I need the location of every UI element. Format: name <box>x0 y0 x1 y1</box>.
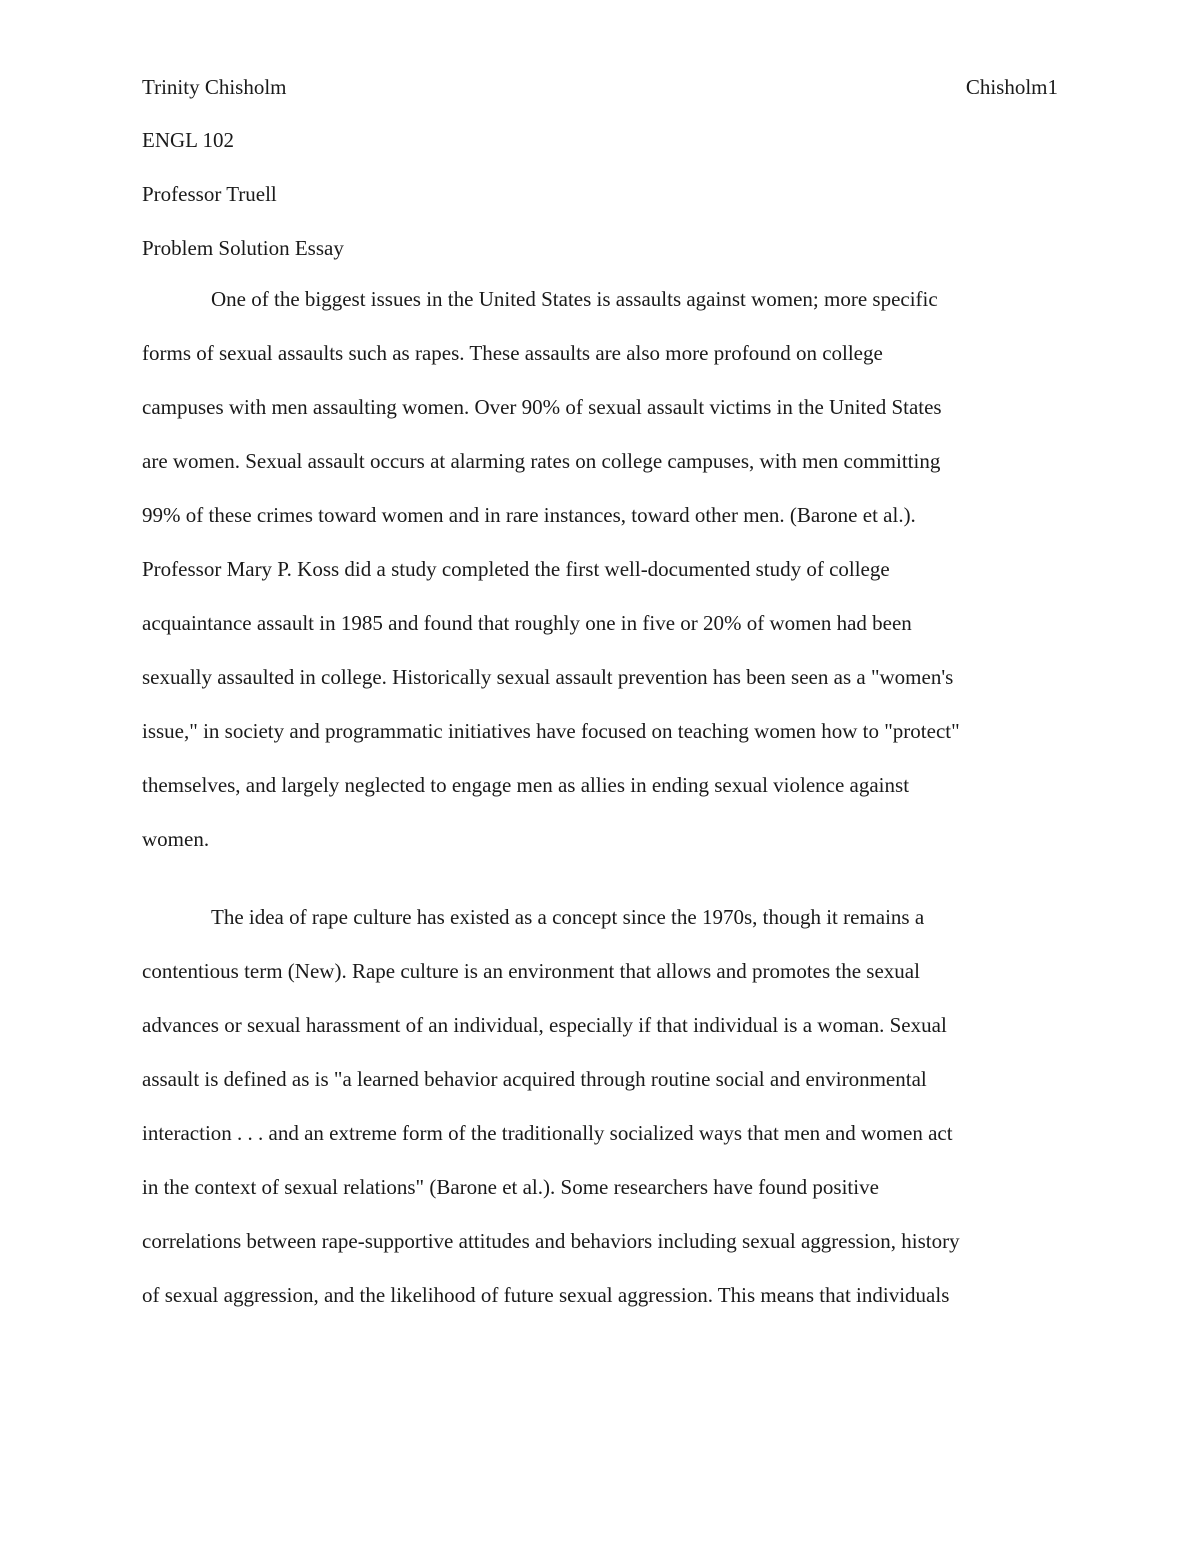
assignment-title: Problem Solution Essay <box>142 236 344 260</box>
paragraph-line: interaction . . . and an extreme form of the traditionally socialized ways that men and women act <box>142 1121 953 1145</box>
author-name: Trinity Chisholm <box>142 75 287 99</box>
paragraph-line: forms of sexual assaults such as rapes. These assaults are also more profound on college <box>142 341 883 365</box>
paragraph-line: in the context of sexual relations" (Barone et al.). Some researchers have found positive <box>142 1175 879 1199</box>
paragraph-line: campuses with men assaulting women. Over 90% of sexual assault victims in the United States <box>142 395 942 419</box>
paragraph-line: sexually assaulted in college. Historically sexual assault prevention has been seen as a "women's <box>142 665 954 689</box>
paragraph-line: correlations between rape-supportive attitudes and behaviors including sexual aggression, history <box>142 1229 960 1253</box>
professor-name: Professor Truell <box>142 182 277 206</box>
paragraph-line: women. <box>142 827 210 851</box>
paragraph-line: issue," in society and programmatic initiatives have focused on teaching women how to "protect" <box>142 719 960 743</box>
paragraph-line: acquaintance assault in 1985 and found that roughly one in five or 20% of women had been <box>142 611 912 635</box>
paragraph-line: of sexual aggression, and the likelihood of future sexual aggression. This means that individuals <box>142 1283 950 1307</box>
paragraph-line: themselves, and largely neglected to engage men as allies in ending sexual violence against <box>142 773 910 797</box>
paragraph-line: One of the biggest issues in the United States is assaults against women; more specific <box>211 287 938 311</box>
paragraph-line: contentious term (New). Rape culture is an environment that allows and promotes the sexual <box>142 959 920 983</box>
paragraph-line: 99% of these crimes toward women and in rare instances, toward other men. (Barone et al.). <box>142 503 916 527</box>
page-header <box>142 72 1058 102</box>
paragraph-line: Professor Mary P. Koss did a study completed the first well-documented study of college <box>142 557 890 581</box>
paragraph-line: are women. Sexual assault occurs at alarming rates on college campuses, with men committing <box>142 449 941 473</box>
paragraph-line: advances or sexual harassment of an individual, especially if that individual is a woman. Sexual <box>142 1013 947 1037</box>
running-head-page-number: Chisholm1 <box>965 75 1058 99</box>
course-name: ENGL 102 <box>142 128 234 152</box>
paragraph-line: assault is defined as is "a learned behavior acquired through routine social and environmental <box>142 1067 927 1091</box>
paragraph-line: The idea of rape culture has existed as a concept since the 1970s, though it remains a <box>211 905 925 929</box>
